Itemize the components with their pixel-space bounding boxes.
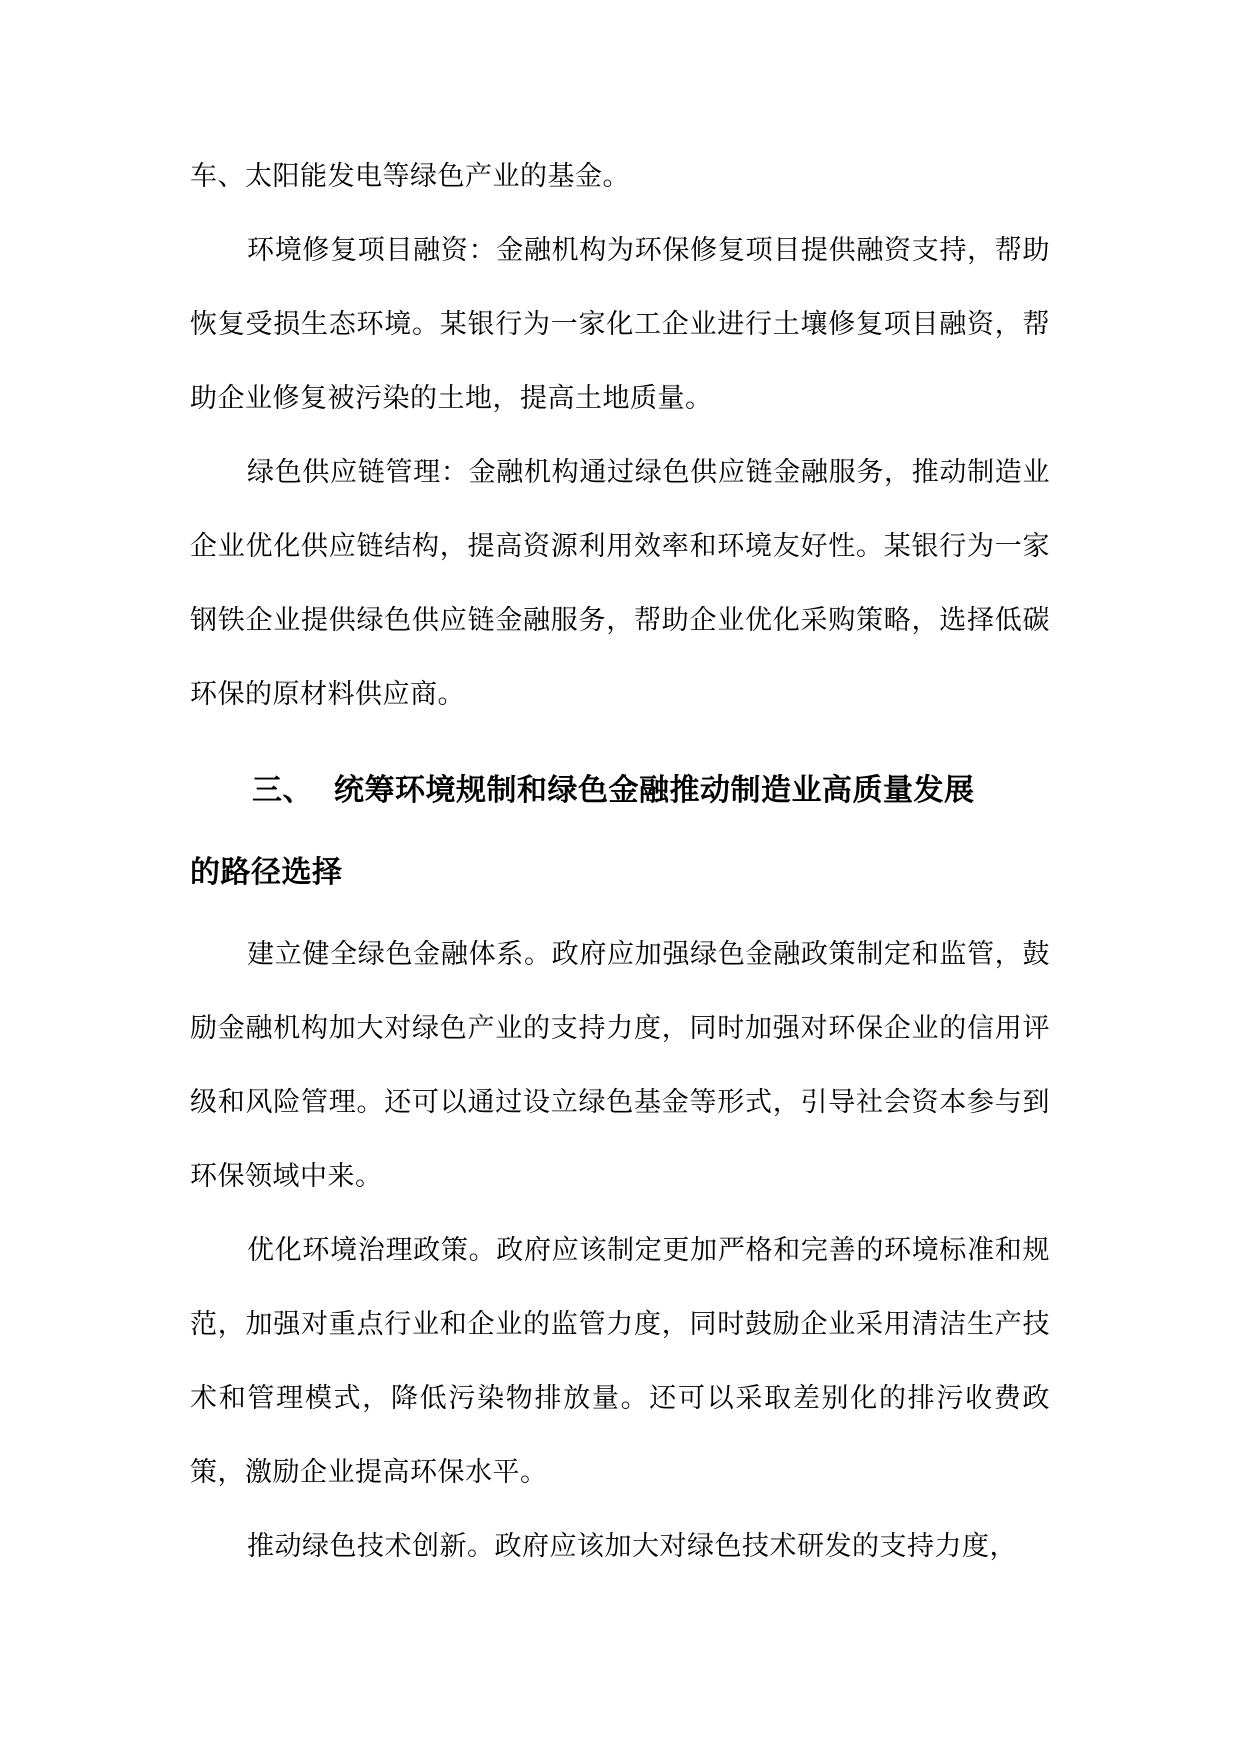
section-heading bbox=[190, 750, 1050, 914]
section-heading-line-1 bbox=[190, 750, 1050, 832]
paragraph-green-finance-system: 建立健全绿色金融体系。政府应加强绿色金融政策制定和监管，鼓励金融机构加大对绿色产业的支持力度，同时加强对环保企业的信用评级和风险管理。还可以通过设立绿色基金等形式，引导社会资本参与到环保领域中来。 bbox=[190, 939, 1050, 1192]
paragraph-green-supply-chain: 绿色供应链管理：金融机构通过绿色供应链金融服务，推动制造业企业优化供应链结构，提高资源利用效率和环境友好性。某银行为一家钢铁企业提供绿色供应链金融服务，帮助企业优化采购策略，选择低碳环保的原材料供应商。 bbox=[190, 457, 1050, 710]
section-title-part-1: 统筹环境规制和绿色金融推动制造业高质量发展 bbox=[334, 773, 975, 808]
document-body bbox=[190, 140, 1050, 1584]
paragraph-green-technology: 推动绿色技术创新。政府应该加大对绿色技术研发的支持力度， bbox=[247, 1531, 1017, 1562]
section-title-part-2: 的路径选择 bbox=[190, 855, 343, 890]
section-number: 三、 bbox=[252, 773, 313, 808]
paragraph-continued: 车、太阳能发电等绿色产业的基金。 bbox=[190, 161, 630, 192]
paragraph-environment-repair-financing: 环境修复项目融资：金融机构为环保修复项目提供融资支持，帮助恢复受损生态环境。某银行为一家化工企业进行土壤修复项目融资，帮助企业修复被污染的土地，提高土地质量。 bbox=[190, 235, 1050, 414]
paragraph-environmental-policy: 优化环境治理政策。政府应该制定更加严格和完善的环境标准和规范，加强对重点行业和企业的监管力度，同时鼓励企业采用清洁生产技术和管理模式，降低污染物排放量。还可以采取差别化的排污收费政策，激励企业提高环保水平。 bbox=[190, 1235, 1050, 1488]
